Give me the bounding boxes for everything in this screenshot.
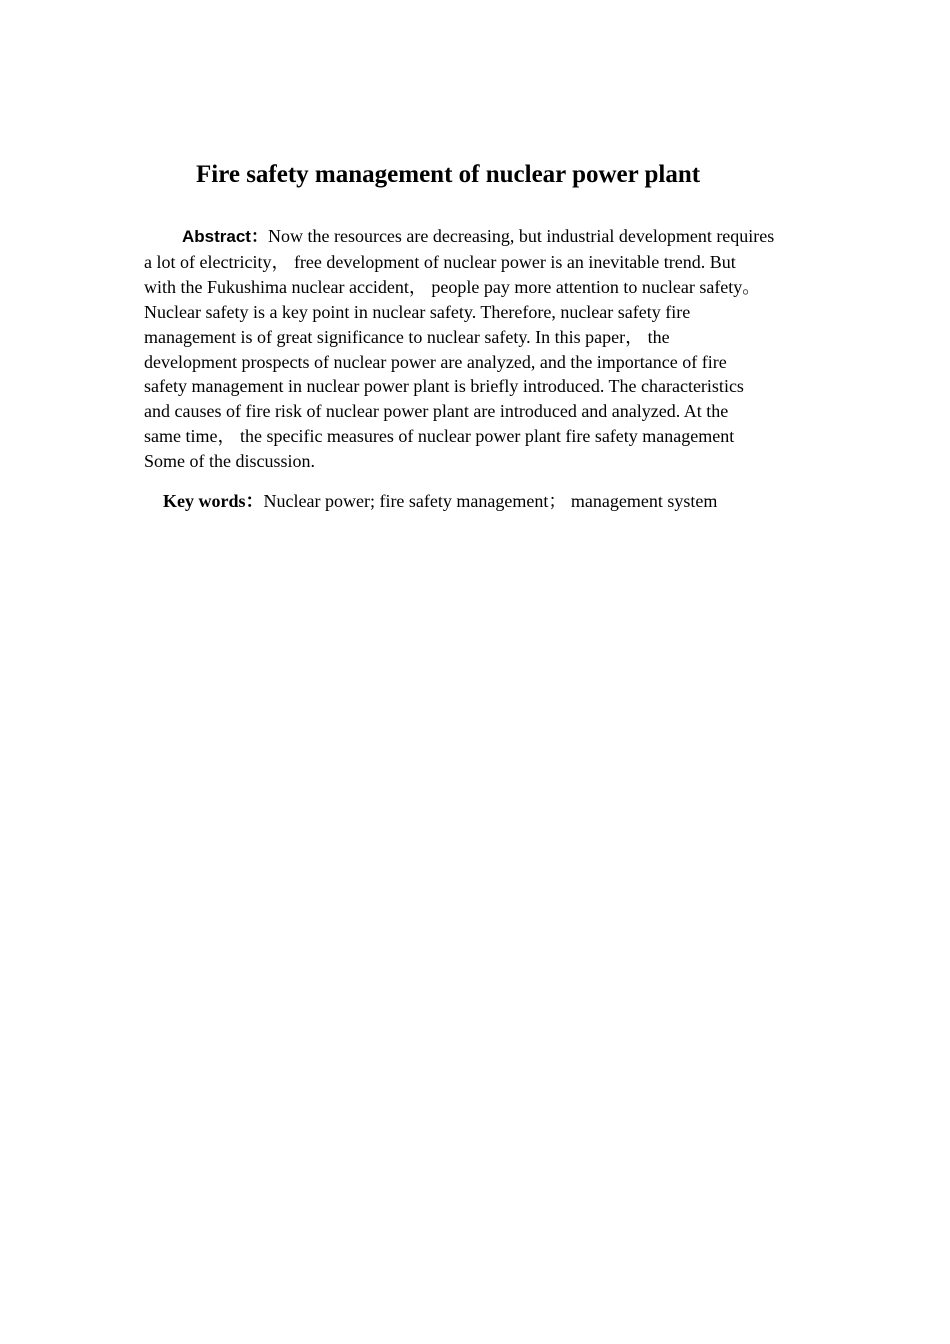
abstract-line: development prospects of nuclear power are analyzed, and the importance of fire — [144, 351, 727, 372]
abstract-label: Abstract： — [182, 227, 268, 246]
abstract-line — [144, 224, 812, 250]
abstract-line: a lot of electricity， free development of nuclear power is an inevitable trend. But — [144, 251, 736, 272]
abstract-line: management is of great significance to nuclear safety. In this paper， the — [144, 326, 670, 347]
keywords-text: Nuclear power; fire safety management； management system — [263, 491, 718, 511]
abstract-paragraph — [144, 224, 812, 474]
abstract-text: Now the resources are decreasing, but industrial development requires — [267, 226, 775, 246]
document-title: Fire safety management of nuclear power plant — [196, 161, 701, 188]
keywords-label: Key words： — [163, 491, 264, 511]
keywords-line — [163, 489, 803, 514]
abstract-line: Nuclear safety is a key point in nuclear safety. Therefore, nuclear safety fire — [144, 301, 691, 322]
abstract-line: Some of the discussion. — [144, 451, 315, 472]
abstract-line: safety management in nuclear power plant is briefly introduced. The characteristics — [144, 376, 744, 397]
abstract-line: and causes of fire risk of nuclear power plant are introduced and analyzed. At the — [144, 401, 729, 422]
abstract-line: with the Fukushima nuclear accident， people pay more attention to nuclear safety。 — [144, 276, 761, 297]
abstract-line: same time， the specific measures of nuclear power plant fire safety management — [144, 426, 735, 447]
